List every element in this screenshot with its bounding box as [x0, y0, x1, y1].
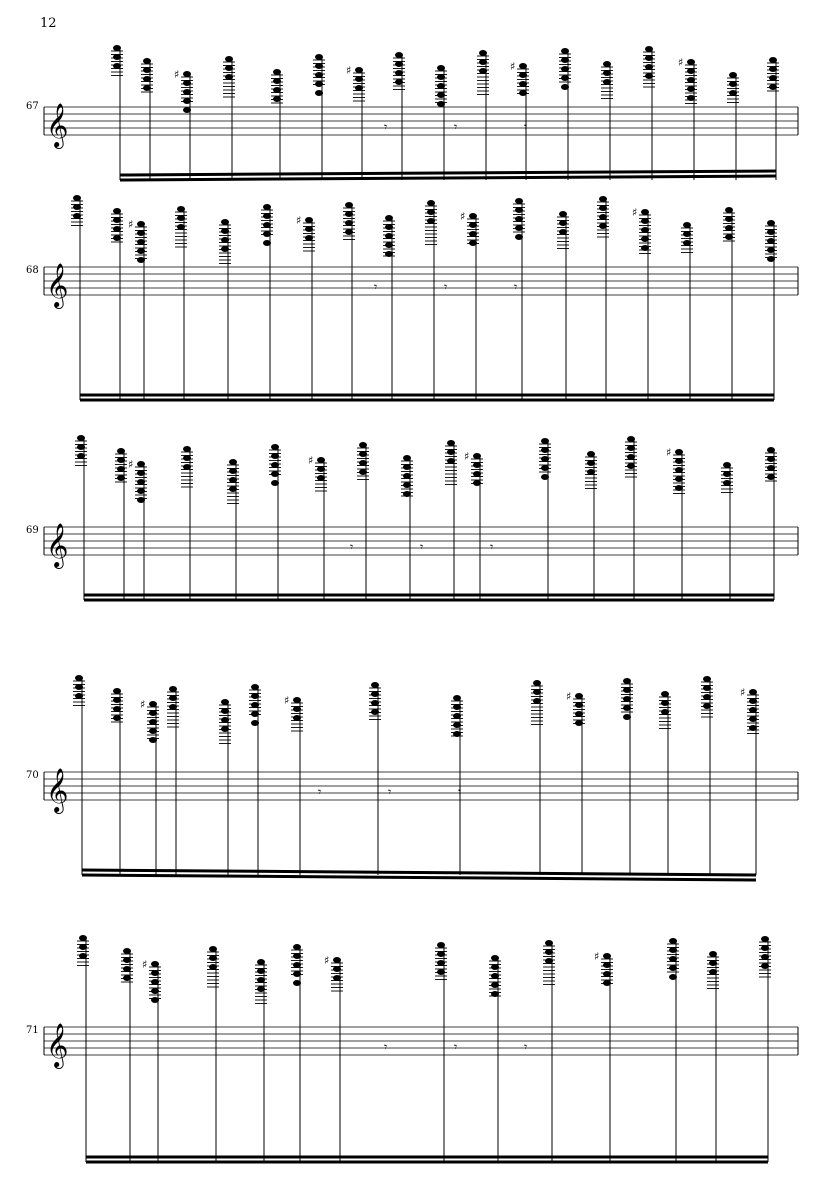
note-head [149, 701, 157, 707]
note-head [491, 982, 499, 988]
measure-number-67: 67 [26, 101, 39, 112]
note-head [559, 211, 567, 217]
note-head [149, 728, 157, 734]
note-head [113, 688, 121, 694]
note-heads [73, 45, 777, 1003]
note-head [169, 686, 177, 692]
note-head [143, 85, 151, 91]
note-head [371, 709, 379, 715]
sharp-icon: ♯ [308, 454, 314, 467]
note-head [575, 720, 583, 726]
note-head [183, 446, 191, 452]
sharp-icon: ♯ [284, 694, 290, 707]
sharp-icon: ♯ [464, 450, 470, 463]
rest-icon: 𝄾 [490, 540, 494, 554]
note-head [273, 96, 281, 102]
note-head [469, 213, 477, 219]
sharp-icon: ♯ [346, 64, 352, 77]
note-head [113, 208, 121, 214]
sharp-icon: ♯ [174, 68, 180, 81]
note-head [79, 935, 87, 941]
note-head [645, 73, 653, 79]
note-head [355, 67, 363, 73]
note-head [143, 58, 151, 64]
note-head [515, 225, 523, 231]
note-head [575, 693, 583, 699]
note-head [73, 195, 81, 201]
note-head [317, 457, 325, 463]
note-head [491, 955, 499, 961]
note-head [137, 461, 145, 467]
note-head [561, 84, 569, 90]
note-head [767, 256, 775, 262]
note-head [725, 234, 733, 240]
note-head [263, 231, 271, 237]
note-head [767, 447, 775, 453]
note-head [767, 474, 775, 480]
note-head [427, 200, 435, 206]
rest-icon: 𝄾 [514, 280, 518, 294]
note-head [345, 202, 353, 208]
note-head [641, 236, 649, 242]
note-head [403, 482, 411, 488]
note-head [151, 997, 159, 1003]
note-head [767, 247, 775, 253]
note-head [447, 440, 455, 446]
note-head [395, 52, 403, 58]
note-head [123, 975, 131, 981]
note-head [137, 221, 145, 227]
note-head [453, 695, 461, 701]
note-head [683, 222, 691, 228]
note-head [209, 946, 217, 952]
note-head [113, 45, 121, 51]
rest-icon: 𝄾 [384, 120, 388, 134]
page-number: 12 [40, 16, 57, 31]
note-head [437, 65, 445, 71]
sharp-icon: ♯ [678, 56, 684, 69]
note-head [687, 59, 695, 65]
rest-icon: 𝄾 [524, 120, 528, 134]
note-head [293, 971, 301, 977]
treble-clefs [46, 103, 68, 1069]
note-head [385, 242, 393, 248]
rest-icon: 𝄾 [374, 280, 378, 294]
sharp-icon: ♯ [142, 958, 148, 971]
note-head [345, 229, 353, 235]
note-head [729, 72, 737, 78]
note-head [123, 948, 131, 954]
measure-number-70: 70 [26, 770, 39, 781]
note-head [515, 198, 523, 204]
note-head [587, 451, 595, 457]
note-head [315, 81, 323, 87]
note-head [769, 57, 777, 63]
note-head [293, 944, 301, 950]
sharp-icon: ♯ [324, 954, 330, 967]
note-head [113, 235, 121, 241]
note-head [603, 953, 611, 959]
note-head [669, 965, 677, 971]
rest-icon: 𝄾 [454, 120, 458, 134]
note-head [437, 92, 445, 98]
note-head [541, 465, 549, 471]
note-head [599, 223, 607, 229]
note-head [251, 684, 259, 690]
note-head [221, 699, 229, 705]
note-head [749, 689, 757, 695]
note-head [675, 476, 683, 482]
note-head [273, 69, 281, 75]
note-head [473, 453, 481, 459]
note-head [469, 240, 477, 246]
note-head [183, 71, 191, 77]
note-head [75, 675, 83, 681]
note-head [263, 204, 271, 210]
rest-icon: 𝄾 [388, 785, 392, 799]
note-head [761, 963, 769, 969]
treble-clef-icon: 𝄞 [46, 523, 69, 567]
sharp-icon: ♯ [632, 206, 638, 219]
note-head [473, 480, 481, 486]
note-head [561, 48, 569, 54]
note-head [359, 469, 367, 475]
note-head [561, 75, 569, 81]
note-head [519, 90, 527, 96]
note-head [251, 720, 259, 726]
note-head [641, 209, 649, 215]
note-head [229, 486, 237, 492]
note-head [271, 471, 279, 477]
note-head [183, 98, 191, 104]
note-head [117, 475, 125, 481]
rest-icon: 𝄾 [318, 785, 322, 799]
note-head [453, 722, 461, 728]
note-head [533, 680, 541, 686]
note-head [359, 442, 367, 448]
note-head [645, 46, 653, 52]
rest-icon: 𝄾 [384, 1040, 388, 1054]
note-head [395, 79, 403, 85]
note-head [137, 488, 145, 494]
note-head [669, 938, 677, 944]
note-head [703, 676, 711, 682]
rest-icon: 𝄾 [420, 540, 424, 554]
note-head [371, 682, 379, 688]
sharp-icon: ♯ [128, 458, 134, 471]
treble-clef-icon: 𝄞 [46, 263, 69, 307]
note-head [545, 940, 553, 946]
note-head [137, 497, 145, 503]
sharp-icon: ♯ [666, 446, 672, 459]
note-head [403, 455, 411, 461]
note-head [675, 449, 683, 455]
note-head [603, 980, 611, 986]
note-head [263, 240, 271, 246]
sharp-icon: ♯ [566, 690, 572, 703]
note-head [315, 54, 323, 60]
note-head [749, 716, 757, 722]
note-head [437, 942, 445, 948]
treble-clef-icon: 𝄞 [46, 103, 69, 147]
rest-icon: 𝄾 [458, 785, 462, 799]
rest-icon: 𝄾 [524, 1040, 528, 1054]
note-head [183, 107, 191, 113]
note-head [137, 257, 145, 263]
note-head [149, 737, 157, 743]
note-head [703, 703, 711, 709]
note-head [113, 715, 121, 721]
note-head [271, 444, 279, 450]
note-head [669, 974, 677, 980]
note-head [257, 986, 265, 992]
note-head [661, 691, 669, 697]
measure-number-68: 68 [26, 265, 39, 276]
note-head [725, 207, 733, 213]
measure-number-69: 69 [26, 525, 39, 536]
note-head [519, 63, 527, 69]
note-head [437, 969, 445, 975]
note-head [315, 90, 323, 96]
note-head [293, 980, 301, 986]
sharp-icon: ♯ [460, 210, 466, 223]
note-head [623, 714, 631, 720]
note-head [627, 463, 635, 469]
note-head [333, 957, 341, 963]
note-head [627, 436, 635, 442]
beam [120, 176, 776, 180]
note-head [305, 217, 313, 223]
note-head [541, 438, 549, 444]
note-head [767, 220, 775, 226]
note-head [137, 248, 145, 254]
note-head [177, 206, 185, 212]
note-head [723, 462, 731, 468]
note-head [541, 474, 549, 480]
note-head [709, 951, 717, 957]
measure-number-71: 71 [26, 1025, 39, 1036]
note-head [221, 726, 229, 732]
sharp-icon: ♯ [140, 698, 146, 711]
note-head [293, 697, 301, 703]
rest-icon: 𝄾 [350, 540, 354, 554]
note-head [77, 435, 85, 441]
note-head [151, 961, 159, 967]
note-head [225, 56, 233, 62]
treble-clef-icon: 𝄞 [46, 768, 69, 812]
sharp-icon: ♯ [510, 60, 516, 73]
treble-clef-icon: 𝄞 [46, 1023, 69, 1067]
note-head [761, 936, 769, 942]
note-head [515, 234, 523, 240]
note-head [603, 61, 611, 67]
note-head [117, 448, 125, 454]
note-head [687, 86, 695, 92]
sharp-icon: ♯ [740, 686, 746, 699]
note-head [221, 246, 229, 252]
note-head [479, 50, 487, 56]
note-head [257, 959, 265, 965]
note-head [437, 101, 445, 107]
rest-icon: 𝄾 [454, 1040, 458, 1054]
note-head [623, 705, 631, 711]
note-head [229, 459, 237, 465]
note-head [151, 988, 159, 994]
note-head [623, 678, 631, 684]
sharp-icon: ♯ [296, 214, 302, 227]
sharp-icon: ♯ [594, 950, 600, 963]
beam [120, 171, 776, 175]
note-head [251, 711, 259, 717]
sharp-icon: ♯ [128, 218, 134, 231]
note-head [221, 219, 229, 225]
note-head [599, 196, 607, 202]
rest-icon: 𝄾 [444, 280, 448, 294]
note-head [385, 215, 393, 221]
note-head [769, 84, 777, 90]
note-head [271, 480, 279, 486]
